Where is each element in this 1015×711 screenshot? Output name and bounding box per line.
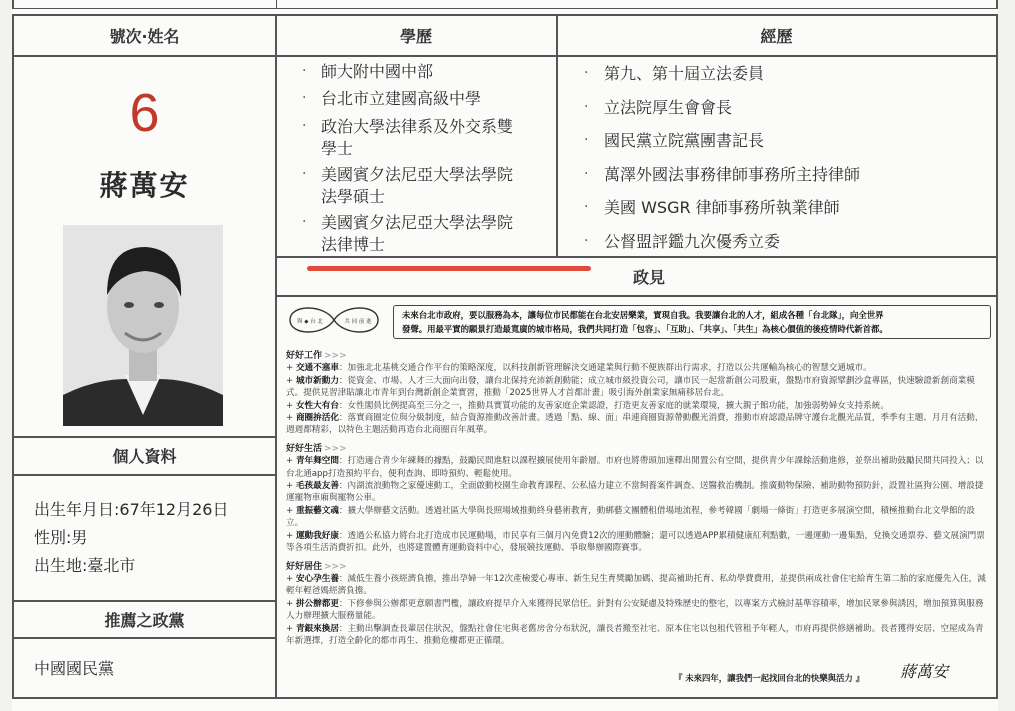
experience-item: 第九、第十屆立法委員 — [604, 64, 765, 83]
education-item: 台北市立建國高級中學 — [321, 89, 482, 108]
policy-slogan: 『 未來四年，讓我們一起找回台北的快樂與活力 』 — [674, 673, 865, 683]
personal-info — [34, 496, 274, 580]
candidate-name: 蔣萬安 — [99, 169, 190, 202]
previous-row-border — [12, 0, 998, 9]
candidate-table: 號次·姓名 學歷 經歷 6 蔣萬安 · 師大附中國中部 · 台北市立建國高級中學 · 政治大學法律系及外交系雙 學士 · 美國賓夕法尼亞大學法學院 法學碩士 · 美國賓夕法尼亞大學法學院 法律博士 · 第九、第十屆立法委員 · 立法院厚生會會長 · 國民黨立院黨團書記長 · 萬澤外國法事務律師事務所主持律師 · 美國 WSGR 律師事務所執業律師 · 公督盟評鑑九次優秀立委 政見 個人資料 出生年月日:67年12月26日 性別:男 出生地:臺北市 推薦之政黨 中國國民黨 — [12, 14, 998, 699]
candidate-signature: 蔣萬安 — [900, 662, 949, 681]
policy-title: 政見 — [632, 267, 665, 287]
education-item: 美國賓夕法尼亞大學法學院 — [321, 213, 514, 232]
header-number-name: 號次·姓名 — [109, 27, 180, 46]
education-item: 政治大學法律系及外交系雙 — [321, 117, 514, 136]
policy-item: + 青年舞空間：打造適合青少年練舞的據點，鼓勵民間進駐以課程擴展使用年齡層。市府也將帶頭加速釋出閒置公有空間，提供青少年課餘活動進修，並祭出補助鼓勵民間共同投入；以台北通app打造預約平台，便利查詢、即時預約、輕鬆使用。 — [286, 456, 984, 479]
policy-item: + 女性大有台：女性閣員比例提高至三分之一，推動具實質功能的友善家庭企業認證，打造更友善家庭的就業環境，擴大親子館功能，加強弱勢婦女支持系統。 — [286, 400, 889, 411]
candidate-photo — [63, 225, 223, 426]
policy-item: + 拼公辦都更：下修參與公辦都更意願書門檻，讓政府提早介入來獲得民眾信任。針對有公安疑慮及特殊歷史的整宅，以專案方式檢討基準容積率，增加民眾參與誘因，增加預算與服務人力辦理擴大服務量能。 — [286, 598, 984, 622]
policy-item: + 毛孩最友善：內湖流浪動物之家優速動工，全面啟動校園生命教育課程、公私協力建立不當飼養案件調查、送醫救治機制。推廣動物保險、補助動物預防針，設置社區狗公園、增設捷運寵物車廂與寵物公車。 — [286, 481, 984, 504]
policy-item: + 重振藝文魂：擴大學辦藝文活動。透過社區大學與長照場域推動終身藝術教育，動綁藝文團體租借場地流程，參考韓國「劇場一條街」打造更多展演空間，積極推動台北文學館的設立。 — [286, 505, 975, 529]
birthplace: 出生地:臺北市 — [34, 556, 136, 575]
policy-item: + 運動我好康：透過公私協力將台北打造成市民運動場，市民享有三個月內免費12次的運動體驗；還可以透過APP累積健康紅利點數，一邊運動一邊集點，兌換交通票券、藝文展演門票等各項生活消費折扣。此外，也將建置體育運動資料中心，發展競技運動、爭取舉辦國際賽事。 — [286, 530, 985, 554]
highlight-bar — [307, 266, 591, 271]
banner-line: 未來台北市政府，要以服務為本，讓每位市民都能在台北安居樂業，實現自我。我要讓台北的人才，組成各種「台北隊」，向全世界 — [402, 310, 884, 320]
policy-item: + 交通不塞車：加強北北基桃交通合作平台的策略深度，以科技創新管理解決交通建業與行動不便族群出行需求，打造以公共運輸為核心的智慧交通城市。 — [286, 363, 872, 374]
education-item: 法學碩士 — [321, 187, 386, 206]
experience-item: 國民黨立院黨團書記長 — [604, 131, 765, 150]
policy-item: + 商圈拚活化：落實商圈定位與分級制度，結合資源推動改善計畫。透過「點、線、面」串連商圈資源帶動觀光消費，推動市府認證品牌守護台北觀光品質，季季有主題、月月有活動，週週都精彩，以特色主題活動再造台北商圈百年風華。 — [286, 413, 984, 436]
policy-content — [276, 296, 996, 694]
experience-item: 立法院厚生會會長 — [604, 98, 733, 117]
gender: 性別:男 — [34, 528, 88, 547]
banner-line: 發聲。用最平實的願景打造最寬廣的城市格局，我們共同打造「包容」、「互助」、「共享」、「共生」為核心價值的後疫情時代新首都。 — [402, 324, 888, 334]
education-item: 美國賓夕法尼亞大學法學院 — [321, 165, 514, 184]
header-education: 學歷 — [399, 27, 432, 46]
personal-info-title: 個人資料 — [112, 447, 177, 466]
party-title: 推薦之政黨 — [104, 610, 185, 630]
header-experience: 經歷 — [760, 27, 793, 46]
education-item: 師大附中國中部 — [321, 62, 434, 81]
candidate-number: 6 — [129, 83, 160, 143]
policy-banner — [393, 305, 991, 339]
experience-item: 美國 WSGR 律師事務所執業律師 — [604, 198, 840, 217]
section-heading: 好好居住 >>> — [286, 561, 347, 572]
policy-item: + 城市新動力：從資金、市場、人才三大面向出發，讓台北保持充沛新創動能；成立城市級投資公司，讓市民一起當新創公司股東，盤點市府資源擘劃沙盒專區，快速驗證新創商業模式。提供見習津貼讓北市青年到台灣新創企業實習，推動「2025世界人才首都計畫」吸引海外創業家無痛移居台北。 — [286, 375, 975, 399]
logo-text-left: 與 ◆ 台 北 — [297, 319, 323, 325]
birth-date: 出生年月日:67年12月26日 — [34, 500, 229, 519]
education-item: 法律博士 — [321, 235, 386, 254]
logo-text-right: 共 同 前 進 — [344, 319, 372, 325]
experience-item: 萬澤外國法事務律師事務所主持律師 — [604, 165, 861, 184]
section-heading: 好好工作 >>> — [286, 351, 347, 361]
policy-sections — [286, 347, 990, 647]
education-item: 學士 — [321, 139, 354, 158]
party-name: 中國國民黨 — [34, 659, 115, 678]
section-heading: 好好生活 >>> — [286, 443, 347, 454]
experience-item: 公督盟評鑑九次優秀立委 — [604, 232, 781, 251]
policy-item: + 安心孕生養：減低生養小孩經濟負擔，推出孕婦一年12次產檢愛心專車、新生兒生育獎勵加碼、提高補助托育、私幼學費費用，並提供兩成社會住宅給育生第二胎的家庭優先入住，減輕年輕爸媽經濟負擔。 — [286, 573, 986, 597]
campaign-logo — [280, 300, 388, 340]
policy-item: + 青銀來換居：主動出擊調查長輩居住狀況，盤點社會住宅與老舊房舍分布狀況，讓長者搬至社宅、原本住宅以包租代管租予年輕人，市府再提供修繕補助。長者獲得安居、空屋成為青年新選擇，打造全齡化的都市再生、推動危樓都更正循環。 — [286, 623, 984, 646]
